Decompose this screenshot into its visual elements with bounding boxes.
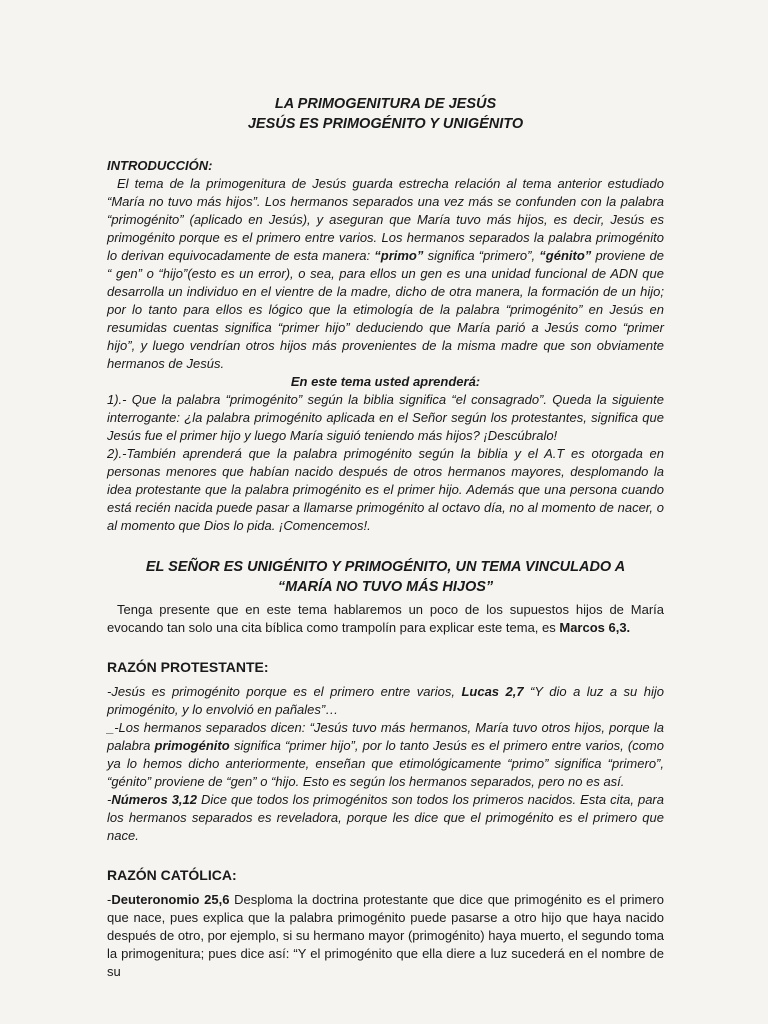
- title-block: [107, 94, 664, 134]
- intro-heading: INTRODUCCIÓN:: [107, 158, 213, 173]
- learn-heading: En este tema usted aprenderá:: [290, 374, 481, 389]
- protestant-heading: RAZÓN PROTESTANTE:: [107, 659, 269, 675]
- protestant-p3-reference: Números 3,12: [111, 792, 198, 807]
- protestant-paragraph-2: [107, 719, 664, 791]
- intro-paragraph: [107, 175, 664, 373]
- catholic-p1-text-c: Desploma la doctrina protestante que dice que primogénito es el primero que nace, pues explica que la palabra primogénito puede pasarse a otro hijo que haya nacido después de otro, por ejemplo, si su hermano mayor (primogénito) haya muerto, el segundo toma la primogenitura; pues dice así: “Y el primogénito que ella diere a luz sucederá en el nombre de su: [107, 892, 664, 979]
- section-text-a: Tenga presente que en este tema hablaremos un poco de los supuestos hijos de María evocando tan solo una cita bíblica como trampolín para explicar este tema, es: [107, 602, 664, 635]
- section-bold-reference: Marcos 6,3.: [559, 620, 631, 635]
- protestant-p2-bold-word: primogénito: [154, 738, 230, 753]
- document-title: LA PRIMOGENITURA DE JESÚS: [274, 96, 497, 112]
- catholic-paragraph-1: [107, 891, 664, 981]
- document-subtitle: JESÚS ES PRIMOGÉNITO Y UNIGÉNITO: [247, 116, 524, 132]
- intro-bold-genito: “génito”: [539, 248, 592, 263]
- intro-text-c: significa “primero”,: [423, 248, 540, 263]
- intro-text-d: proviene de “ gen” o “hijo”(esto es un error), o sea, para ellos un gen es una unidad funcional de ADN que desarrolla un individuo en el vientre de la madre, dicho de otra manera, la formación de un hijo; por lo tanto para ellos es lógico que la etimología de la palabra “primogénito” en Jesús en resumidas cuentas significa “primer hijo” deduciendo que María parió a Jesús como “primer hijo”, y luego vendrían otros hijos más provenientes de la misma madre que son obviamente hermanos de Jesús.: [107, 248, 664, 371]
- protestant-p1-text-a: -Jesús es primogénito porque es el primero entre varios,: [107, 684, 462, 699]
- protestant-p2-text-c: significa “primer hijo”, por lo tanto Jesús es el primero entre varios, (como ya lo hemos dicho anteriormente, enseñan que etimológicamente “primo” significa “primero”, “génito” proviene de “gen” o “hijo. Esto es según los hermanos separados, pero no es así.: [107, 738, 664, 789]
- section-title: EL SEÑOR ES UNIGÉNITO Y PRIMOGÉNITO, UN TEMA VINCULADO A: [145, 559, 626, 575]
- section-title-block: [107, 557, 664, 597]
- learn-item-1: 1).- Que la palabra “primogénito” según la biblia significa “el consagrado”. Queda la siguiente interrogante: ¿la palabra primogénito aplicada en el Señor según los protestantes, significa que Jesús fue el primer hijo y luego María siguió teniendo más hijos? ¡Descúbralo!: [107, 392, 664, 443]
- catholic-heading: RAZÓN CATÓLICA:: [107, 867, 237, 883]
- learn-item-2: 2).-También aprenderá que la palabra primogénito según la biblia y el A.T es otorgada en personas menores que habían nacido después de otros hermanos mayores, desplomando la idea protestante que la palabra primogénito es el primer hijo. Además que una persona cuando está recién nacida puede pasar a llamarse primogénito al octavo día, no al momento de nacer, o al momento que Dios lo pida. ¡Comencemos!.: [107, 446, 664, 533]
- protestant-paragraph-1: [107, 683, 664, 719]
- protestant-p1-text-c: “Y dio a luz a su hijo primogénito, y lo envolvió en pañales”…: [107, 684, 664, 717]
- catholic-p1-text-a: -: [107, 892, 112, 907]
- catholic-p1-reference: Deuteronomio 25,6: [111, 892, 230, 907]
- protestant-p3-text-a: -: [107, 792, 112, 807]
- protestant-p1-reference: Lucas 2,7: [461, 684, 524, 699]
- intro-text-a: El tema de la primogenitura de Jesús guarda estrecha relación al tema anterior estudiado “María no tuvo más hijos”. Los hermanos separados una vez más se confunden con la palabra “primogénito” (aplicado en Jesús), y aseguran que María tuvo más hijos, es decir, Jesús es primogénito porque es el primero entre varios. Los hermanos separados la palabra primogénito lo derivan equivocadamente de esta manera:: [107, 176, 664, 263]
- section-subtitle: “MARÍA NO TUVO MÁS HIJOS”: [277, 579, 494, 595]
- section-paragraph: [107, 601, 664, 637]
- intro-bold-primo: “primo”: [374, 248, 424, 263]
- protestant-p2-text-a: _-Los hermanos separados dicen: “Jesús tuvo más hermanos, María tuvo otros hijos, porque la palabra: [107, 720, 664, 753]
- protestant-p3-text-c: Dice que todos los primogénitos son todos los primeros nacidos. Esta cita, para los hermanos separados es reveladora, porque les dice que el primogénito es el primero que nace.: [107, 792, 664, 843]
- protestant-paragraph-3: [107, 791, 664, 845]
